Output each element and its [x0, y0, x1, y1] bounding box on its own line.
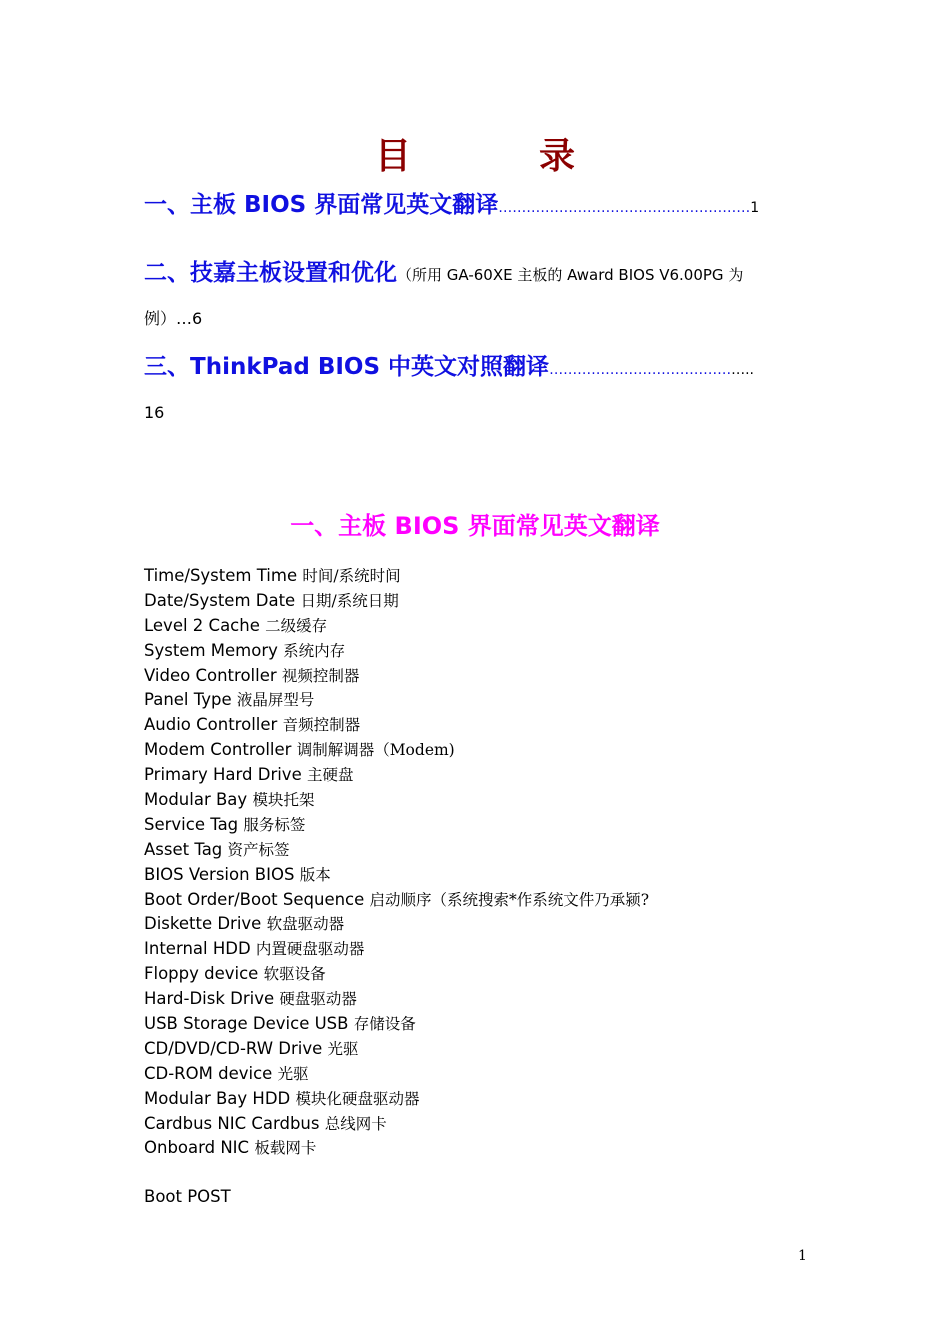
glossary-item: [144, 937, 649, 962]
glossary-term-cn: 内置硬盘驱动器: [255, 940, 365, 959]
glossary-item: [144, 838, 649, 863]
glossary-term-cn: 调制解调器（Modem): [296, 741, 455, 760]
glossary-item: [144, 688, 649, 713]
glossary-item: [144, 1136, 649, 1161]
glossary-term-cn: 软盘驱动器: [266, 915, 345, 934]
glossary-term-cn: 视频控制器: [281, 666, 360, 685]
toc-entry-1[interactable]: [144, 186, 808, 219]
toc-leader-tail: …..: [731, 362, 754, 378]
glossary-term-en: Time/System Time: [144, 566, 298, 585]
toc-entry-title: 一、主板 BIOS 界面常见英文翻译: [144, 192, 499, 218]
glossary-item: [144, 888, 649, 913]
glossary-item: [144, 763, 649, 788]
glossary-item: [144, 1037, 649, 1062]
glossary-list: [144, 564, 649, 1161]
glossary-term-cn: 软驱设备: [263, 965, 326, 984]
glossary-term-en: Video Controller: [144, 665, 277, 685]
glossary-item: [144, 813, 649, 838]
glossary-item: [144, 962, 649, 987]
glossary-term-en: Hard-Disk Drive: [144, 989, 275, 1009]
toc-title: 目 录: [374, 136, 621, 177]
glossary-item: [144, 738, 649, 763]
glossary-term-cn: 主硬盘: [306, 766, 354, 785]
glossary-term-en: BIOS Version BIOS: [144, 864, 295, 884]
boot-post-label: Boot POST: [144, 1187, 231, 1206]
toc-entry-title: 三、ThinkPad BIOS 中英文对照翻译: [144, 354, 550, 380]
glossary-term-en: Date/System Date: [144, 590, 296, 610]
glossary-term-cn: 总线网卡: [324, 1114, 387, 1133]
glossary-item: [144, 788, 649, 813]
glossary-item: [144, 614, 649, 639]
glossary-term-en: Modular Bay HDD: [144, 1088, 291, 1108]
glossary-term-cn: 存储设备: [353, 1015, 416, 1034]
glossary-item: [144, 1062, 649, 1087]
glossary-term-cn: 时间/系统时间: [302, 567, 401, 585]
glossary-term-en: Onboard NIC: [144, 1138, 250, 1158]
glossary-term-en: CD-ROM device: [144, 1063, 273, 1083]
glossary-term-cn: 资产标签: [227, 840, 290, 859]
glossary-term-en: Panel Type: [144, 690, 232, 710]
glossary-term-en: CD/DVD/CD-RW Drive: [144, 1038, 323, 1058]
glossary-term-cn: 服务标签: [243, 815, 306, 834]
glossary-term-cn: 二级缓存: [265, 616, 328, 635]
glossary-term-en: Modular Bay: [144, 790, 248, 810]
toc-entry-title: 二、技嘉主板设置和优化: [144, 260, 397, 286]
toc-leader: …………………………………: [549, 362, 732, 378]
glossary-item: [144, 863, 649, 888]
toc-entry-continuation: 16: [144, 403, 165, 422]
glossary-item: [144, 987, 649, 1012]
glossary-term-cn: 模块化硬盘驱动器: [295, 1089, 420, 1108]
glossary-term-en: Internal HDD: [144, 939, 251, 959]
toc-entry-2[interactable]: [144, 254, 808, 287]
toc-page-number: 1: [750, 200, 760, 216]
glossary-term-en: USB Storage Device USB: [144, 1014, 349, 1034]
glossary-term-cn: 硬盘驱动器: [279, 990, 357, 1009]
glossary-item: [144, 639, 649, 664]
section-heading: 一、主板 BIOS 界面常见英文翻译: [290, 512, 660, 540]
glossary-term-en: Diskette Drive: [144, 914, 262, 934]
glossary-item: [144, 1087, 649, 1112]
toc-entry-3[interactable]: [144, 348, 808, 381]
glossary-term-cn: 日期/系统日期: [300, 591, 399, 610]
glossary-term-cn: 液晶屏型号: [236, 691, 315, 710]
toc-entry-continuation: 例）…6: [144, 309, 203, 328]
glossary-item: [144, 564, 649, 589]
glossary-term-cn: 系统内存: [283, 641, 346, 660]
glossary-term-cn: 板载网卡: [254, 1139, 317, 1158]
glossary-term-en: Primary Hard Drive: [144, 765, 302, 785]
page-number: 1: [798, 1248, 807, 1264]
glossary-term-cn: 光驱: [327, 1039, 359, 1058]
glossary-term-en: System Memory: [144, 640, 278, 660]
glossary-term-cn: 模块托架: [252, 791, 315, 810]
toc-leader: ………………………………………………: [498, 200, 751, 216]
glossary-item: [144, 912, 649, 937]
glossary-term-cn: 音频控制器: [282, 716, 361, 735]
glossary-term-en: Level 2 Cache: [144, 615, 260, 635]
glossary-term-cn: 光驱: [277, 1064, 309, 1083]
glossary-item: [144, 589, 649, 614]
glossary-item: [144, 664, 649, 689]
glossary-term-en: Floppy device: [144, 964, 259, 984]
glossary-item: [144, 1112, 649, 1137]
glossary-term-en: Boot Order/Boot Sequence: [144, 889, 365, 909]
glossary-item: [144, 1012, 649, 1037]
toc-entry-note: （所用 GA-60XE 主板的 Award BIOS V6.00PG 为: [397, 266, 744, 284]
glossary-term-en: Audio Controller: [144, 715, 278, 735]
glossary-item: [144, 713, 649, 738]
glossary-term-en: Cardbus NIC Cardbus: [144, 1113, 320, 1133]
glossary-term-en: Service Tag: [144, 814, 239, 834]
glossary-term-cn: 启动顺序（系统搜索*作系统文件乃承颍?: [369, 890, 650, 909]
glossary-term-en: Modem Controller: [144, 740, 292, 760]
glossary-term-en: Asset Tag: [144, 839, 223, 859]
glossary-term-cn: 版本: [299, 865, 331, 884]
